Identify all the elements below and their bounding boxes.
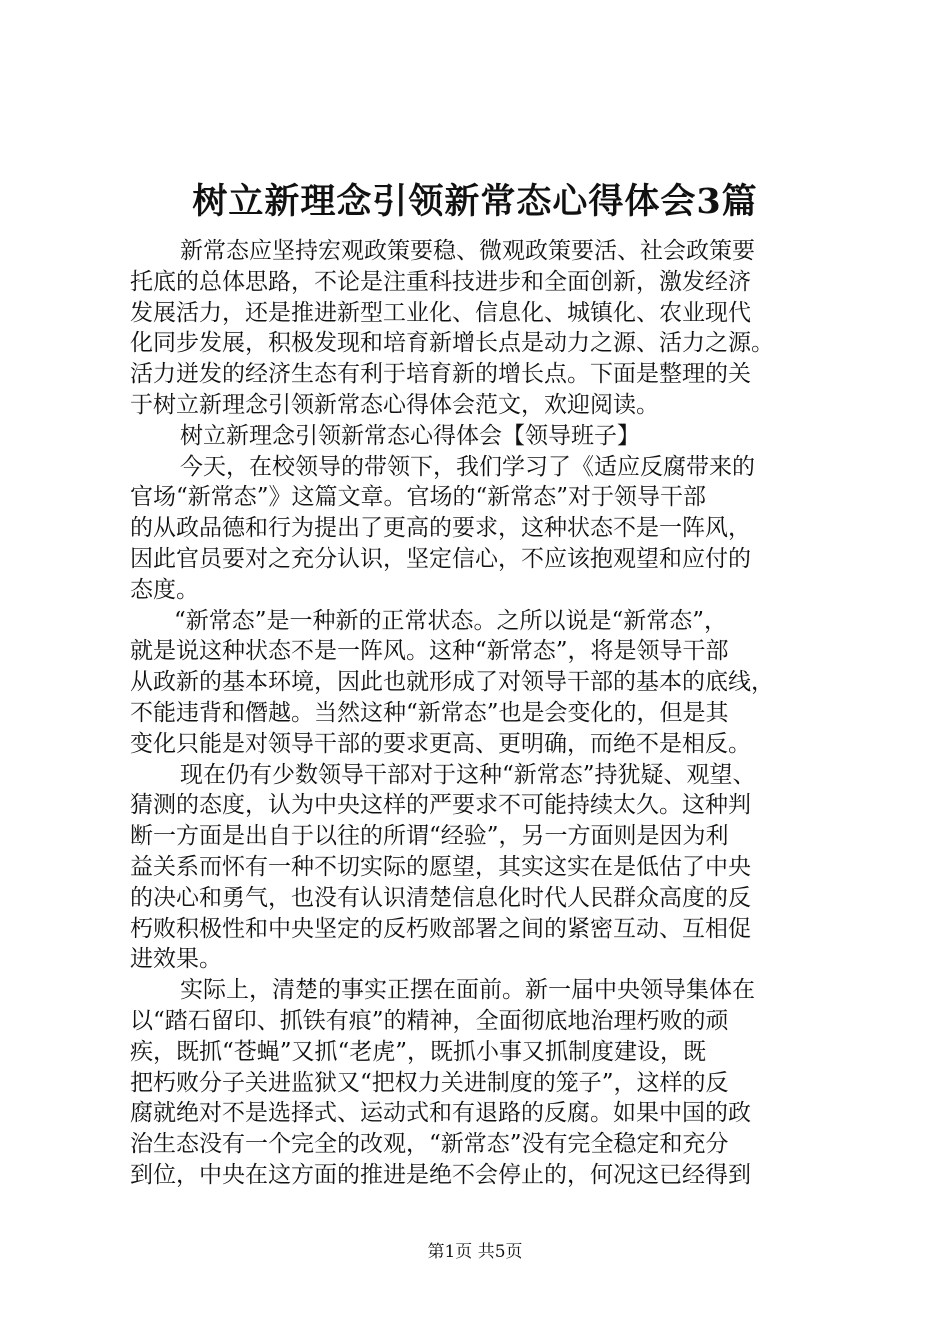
text-line: 今天，在校领导的带领下，我们学习了《适应反腐带来的 bbox=[180, 453, 755, 480]
text-line: 腐就绝对不是选择式、运动式和有退路的反腐。如果中国的政 bbox=[130, 1100, 751, 1127]
text-line: 就是说这种状态不是一阵风。这种“新常态”，将是领导干部 bbox=[130, 638, 729, 665]
text-line: 从政新的基本环境，因此也就形成了对领导干部的基本的底线， bbox=[130, 669, 774, 696]
text-line: 态度。 bbox=[130, 576, 199, 603]
text-line: 现在仍有少数领导干部对于这种“新常态”持犹疑、观望、 bbox=[180, 761, 756, 788]
section-heading: 树立新理念引领新常态心得体会【领导班子】 bbox=[180, 422, 640, 449]
text-line: “新常态”是一种新的正常状态。之所以说是“新常态”， bbox=[174, 607, 728, 634]
text-line: 朽败积极性和中央坚定的反朽败部署之间的紧密互动、互相促 bbox=[130, 915, 751, 942]
text-line: 于树立新理念引领新常态心得体会范文，欢迎阅读。 bbox=[130, 391, 659, 418]
text-line: 发展活力，还是推进新型工业化、信息化、城镇化、农业现代 bbox=[130, 299, 751, 326]
document-title: 树立新理念引领新常态心得体会3篇 bbox=[192, 181, 758, 222]
text-line: 变化只能是对领导干部的要求更高、更明确，而绝不是相反。 bbox=[130, 730, 751, 757]
text-line: 官场“新常态”》这篇文章。官场的“新常态”对于领导干部 bbox=[130, 484, 707, 511]
text-line: 实际上，清楚的事实正摆在面前。新一届中央领导集体在 bbox=[180, 977, 755, 1004]
text-line: 托底的总体思路，不论是注重科技进步和全面创新，激发经济 bbox=[130, 268, 751, 295]
text-line: 进效果。 bbox=[130, 946, 222, 973]
text-line: 到位，中央在这方面的推进是绝不会停止的，何况这已经得到 bbox=[130, 1161, 751, 1188]
text-line: 疾，既抓“苍蝇”又抓“老虎”，既抓小事又抓制度建设，既 bbox=[130, 1038, 707, 1065]
text-line: 猜测的态度，认为中央这样的严要求不可能持续太久。这种判 bbox=[130, 792, 751, 819]
page-number-footer: 第1页 共5页 bbox=[427, 1242, 523, 1262]
text-line: 活力迸发的经济生态有利于培育新的增长点。下面是整理的关 bbox=[130, 361, 751, 388]
text-line: 益关系而怀有一种不切实际的愿望，其实这实在是低估了中央 bbox=[130, 853, 751, 880]
text-line: 化同步发展，积极发现和培育新增长点是动力之源、活力之源。 bbox=[130, 330, 774, 357]
text-line: 把朽败分子关进监狱又“把权力关进制度的笼子”，这样的反 bbox=[130, 1069, 729, 1096]
text-line: 新常态应坚持宏观政策要稳、微观政策要活、社会政策要 bbox=[180, 238, 755, 264]
text-line: 治生态没有一个完全的改观，“新常态”没有完全稳定和充分 bbox=[130, 1131, 729, 1158]
text-line: 不能违背和僭越。当然这种“新常态”也是会变化的，但是其 bbox=[130, 699, 729, 726]
text-line: 的决心和勇气，也没有认识清楚信息化时代人民群众高度的反 bbox=[130, 884, 751, 911]
document-body bbox=[130, 236, 830, 1191]
text-line: 因此官员要对之充分认识，坚定信心，不应该抱观望和应付的 bbox=[130, 545, 751, 572]
text-line: 的从政品德和行为提出了更高的要求，这种状态不是一阵风， bbox=[130, 515, 751, 542]
text-line: 以“踏石留印、抓铁有痕”的精神，全面彻底地治理朽败的顽 bbox=[130, 1007, 729, 1034]
text-line: 断一方面是出自于以往的所谓“经验”，另一方面则是因为利 bbox=[130, 823, 729, 850]
